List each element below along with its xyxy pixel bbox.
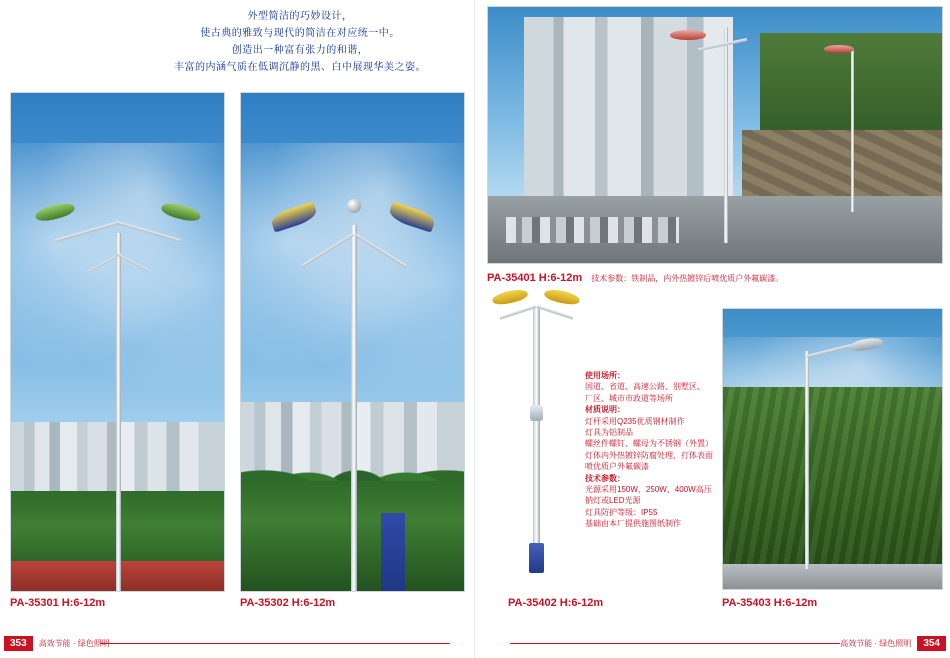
product-spec: H:6-12m [61,597,106,609]
page-number-left: 353 [4,636,33,651]
material-line-4: 灯体内外热镀锌防腐处理，打体表面 [585,450,713,460]
product-photo-pa-35302 [240,92,465,592]
luminaire-left [491,287,529,306]
page-spine [474,0,476,658]
page-number-right: 354 [917,636,946,651]
intro-line-4: 丰富的内涵气质在低调沉静的黑、白中展现华美之姿。 [174,62,426,73]
product-code: PA-35403 [722,597,771,609]
footer-rule-left [100,643,450,644]
product-code: PA-35302 [240,597,289,609]
usage-line-2: 厂区、城市市政道等场所 [585,393,673,403]
product-spec: H:6-12m [773,597,818,609]
product-code: PA-35402 [508,597,557,609]
luminaire [670,30,706,40]
specification-block [585,370,725,530]
product-spec: H:6-12m [291,597,336,609]
footer-tagline-right: 高效节能 · 绿色照明 [840,638,912,648]
lamp-pole [116,233,121,592]
tech-line-4: 基础由本厂提供施图纸制作 [585,519,681,529]
intro-paragraph [150,8,450,76]
lamp-pole-2 [851,48,854,212]
product-code: PA-35301 [10,597,59,609]
intro-line-2: 使古典的雅致与现代的简洁在对应统一中。 [200,28,400,39]
product-photo-pa-35403 [722,308,943,590]
footer-right [834,634,946,652]
lamp-arm-left [499,305,536,320]
product-spec: H:6-12m [538,272,583,284]
footer-rule-right [510,643,840,644]
material-line-3: 螺丝件螺钉、螺母为不锈钢（外置） [585,439,713,449]
material-line-5: 喷优质户外氟碳漆 [585,462,649,472]
material-line-2: 灯具为铝制品 [585,428,633,438]
intro-line-3: 创造出一种富有张力的和谐， [231,45,369,56]
caption-pa-35302 [240,597,335,609]
intro-line-1: 外型简洁的巧妙设计， [247,11,353,22]
traffic-vehicles [506,217,679,243]
material-title: 材质说明： [585,405,625,415]
product-note: 技术参数：铁制品，内外热镀锌后喷优质户外氟碳漆。 [591,274,784,283]
lamp-pole [724,27,728,242]
product-render-pa-35402 [490,285,580,590]
product-spec: H:6-12m [559,597,604,609]
pole-base [529,543,544,573]
roadside-kerb [723,564,942,589]
material-line-1: 灯杆采用Q235优质钢材制作 [585,416,685,426]
caption-pa-35402 [508,597,603,609]
lamp-pole [351,225,357,592]
tech-line-2: 钠灯或LED光源 [585,496,641,506]
footer-left [4,634,116,652]
product-photo-pa-35401 [487,6,943,264]
tech-line-1: 光源采用150W、250W、400W高压 [585,485,712,495]
usage-title: 使用场所： [585,371,625,380]
pole-finial [347,199,361,213]
luminaire-right [543,287,581,306]
tech-line-3: 灯具防护等级：IP55 [585,507,658,517]
product-code: PA-35401 [487,272,536,284]
pole-decor-band [530,405,543,421]
vegetated-slope [723,387,942,589]
footer-tagline-left: 高效节能 · 绿色照明 [38,638,110,648]
caption-pa-35301 [10,597,105,609]
lamp-arm-right [537,305,574,320]
billboard [381,513,405,592]
caption-pa-35401 [487,272,783,284]
caption-pa-35403 [722,597,817,609]
product-photo-pa-35301 [10,92,225,592]
lamp-pole [805,351,809,569]
tech-title: 技术参数： [585,473,625,483]
usage-line-1: 国道、省道、高速公路、别墅区、 [585,382,705,392]
lamp-pole [533,307,540,555]
